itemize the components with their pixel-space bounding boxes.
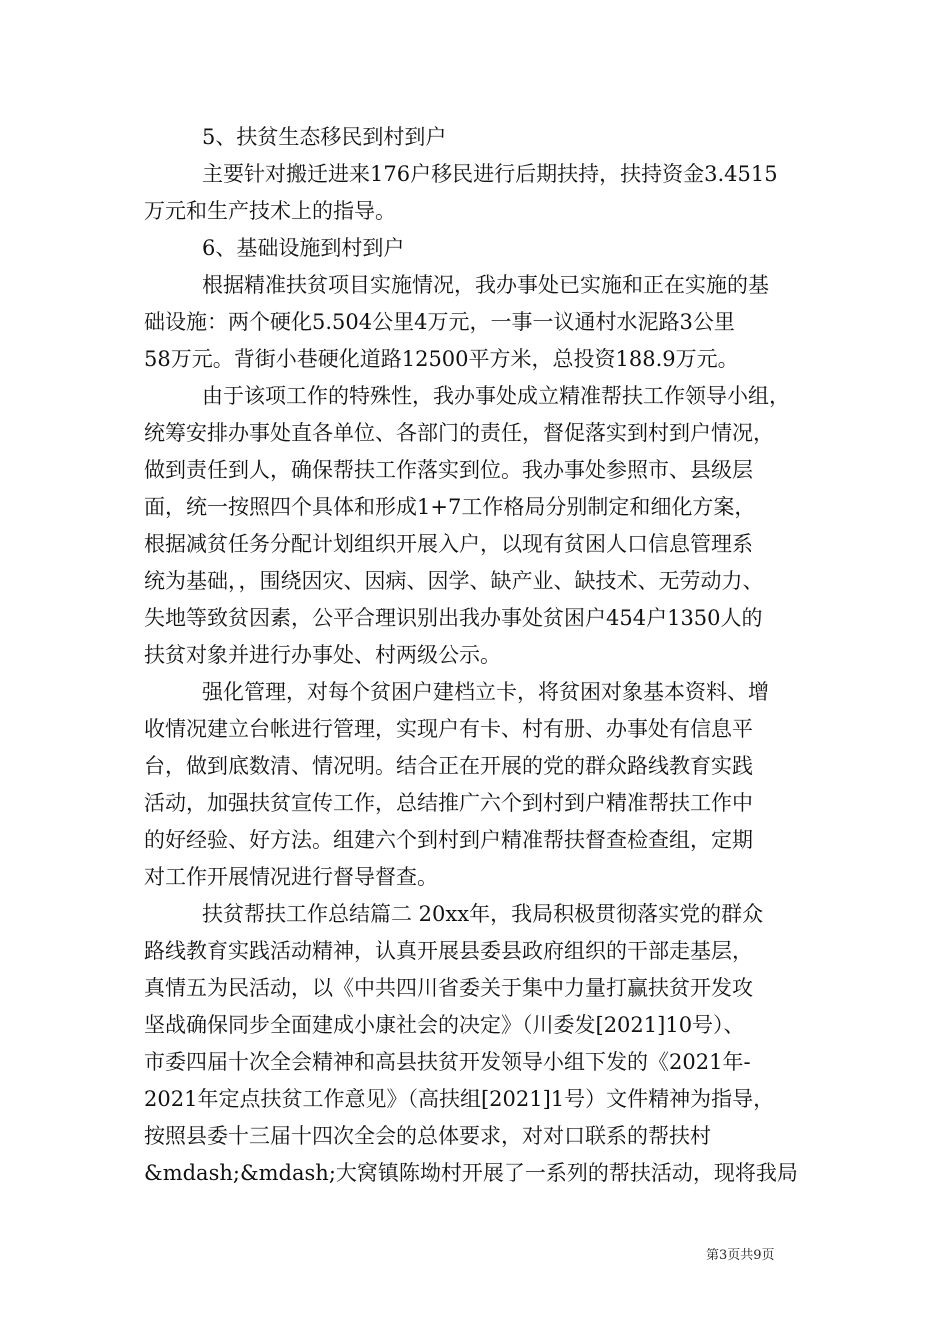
text-line: 失地等致贫因素，公平合理识别出我办事处贫困户454户1350人的 xyxy=(144,606,763,630)
text-line: 收情况建立台帐进行管理，实现户有卡、村有册、办事处有信息平 xyxy=(144,717,753,741)
text-line: 础设施：两个硬化5.504公里4万元，一事一议通村水泥路3公里 xyxy=(144,310,735,334)
text-line: &mdash;&mdash;大窝镇陈坳村开展了一系列的帮扶活动，现将我局 xyxy=(144,1161,798,1185)
text-line: 由于该项工作的特殊性，我办事处成立精准帮扶工作领导小组， xyxy=(202,384,790,408)
text-line: 的好经验、好方法。组建六个到村到户精准帮扶督查检查组，定期 xyxy=(144,828,753,852)
text-line: 58万元。背街小巷硬化道路12500平方米，总投资188.9万元。 xyxy=(144,347,739,371)
text-line: 市委四届十次全会精神和高县扶贫开发领导小组下发的《2021年- xyxy=(144,1050,751,1074)
text-line: 统筹安排办事处直各单位、各部门的责任，督促落实到村到户情况， xyxy=(144,421,774,445)
text-line: 做到责任到人，确保帮扶工作落实到位。我办事处参照市、县级层 xyxy=(144,458,753,482)
text-line: 扶贫对象并进行办事处、村两级公示。 xyxy=(144,643,501,667)
text-line: 坚战确保同步全面建成小康社会的决定》（川委发[2021]10号）、 xyxy=(144,1013,745,1037)
text-line: 强化管理，对每个贫困户建档立卡，将贫困对象基本资料、增 xyxy=(202,680,769,704)
text-line: 按照县委十三届十四次全会的总体要求，对对口联系的帮扶村 xyxy=(144,1124,711,1148)
text-line: 根据精准扶贫项目实施情况，我办事处已实施和正在实施的基 xyxy=(202,273,769,297)
text-line: 面，统一按照四个具体和形成1+7工作格局分别制定和细化方案， xyxy=(144,495,756,519)
text-line: 路线教育实践活动精神，认真开展县委县政府组织的干部走基层， xyxy=(144,939,753,963)
text-line: 台，做到底数清、情况明。结合正在开展的党的群众路线教育实践 xyxy=(144,754,753,778)
section-heading-6: 6、基础设施到村到户 xyxy=(202,236,405,260)
text-line: 主要针对搬迁进来176户移民进行后期扶持，扶持资金3.4515 xyxy=(202,162,778,186)
text-line: 2021年定点扶贫工作意见》（高扶组[2021]1号）文件精神为指导， xyxy=(144,1087,775,1111)
section-heading-5: 5、扶贫生态移民到村到户 xyxy=(202,125,447,149)
text-line: 扶贫帮扶工作总结篇二 20xx年，我局积极贯彻落实党的群众 xyxy=(202,902,764,926)
text-line: 根据减贫任务分配计划组织开展入户，以现有贫困人口信息管理系 xyxy=(144,532,753,556)
text-line: 活动，加强扶贫宣传工作，总结推广六个到村到户精准帮扶工作中 xyxy=(144,791,753,815)
text-line: 万元和生产技术上的指导。 xyxy=(144,199,396,223)
text-line: 统为基础，，围绕因灾、因病、因学、缺产业、缺技术、无劳动力、 xyxy=(144,569,764,593)
page-number: 第3页共9页 xyxy=(706,1248,775,1263)
text-line: 对工作开展情况进行督导督查。 xyxy=(144,865,438,889)
text-line: 真情五为民活动，以《中共四川省委关于集中力量打赢扶贫开发攻 xyxy=(144,976,753,1000)
